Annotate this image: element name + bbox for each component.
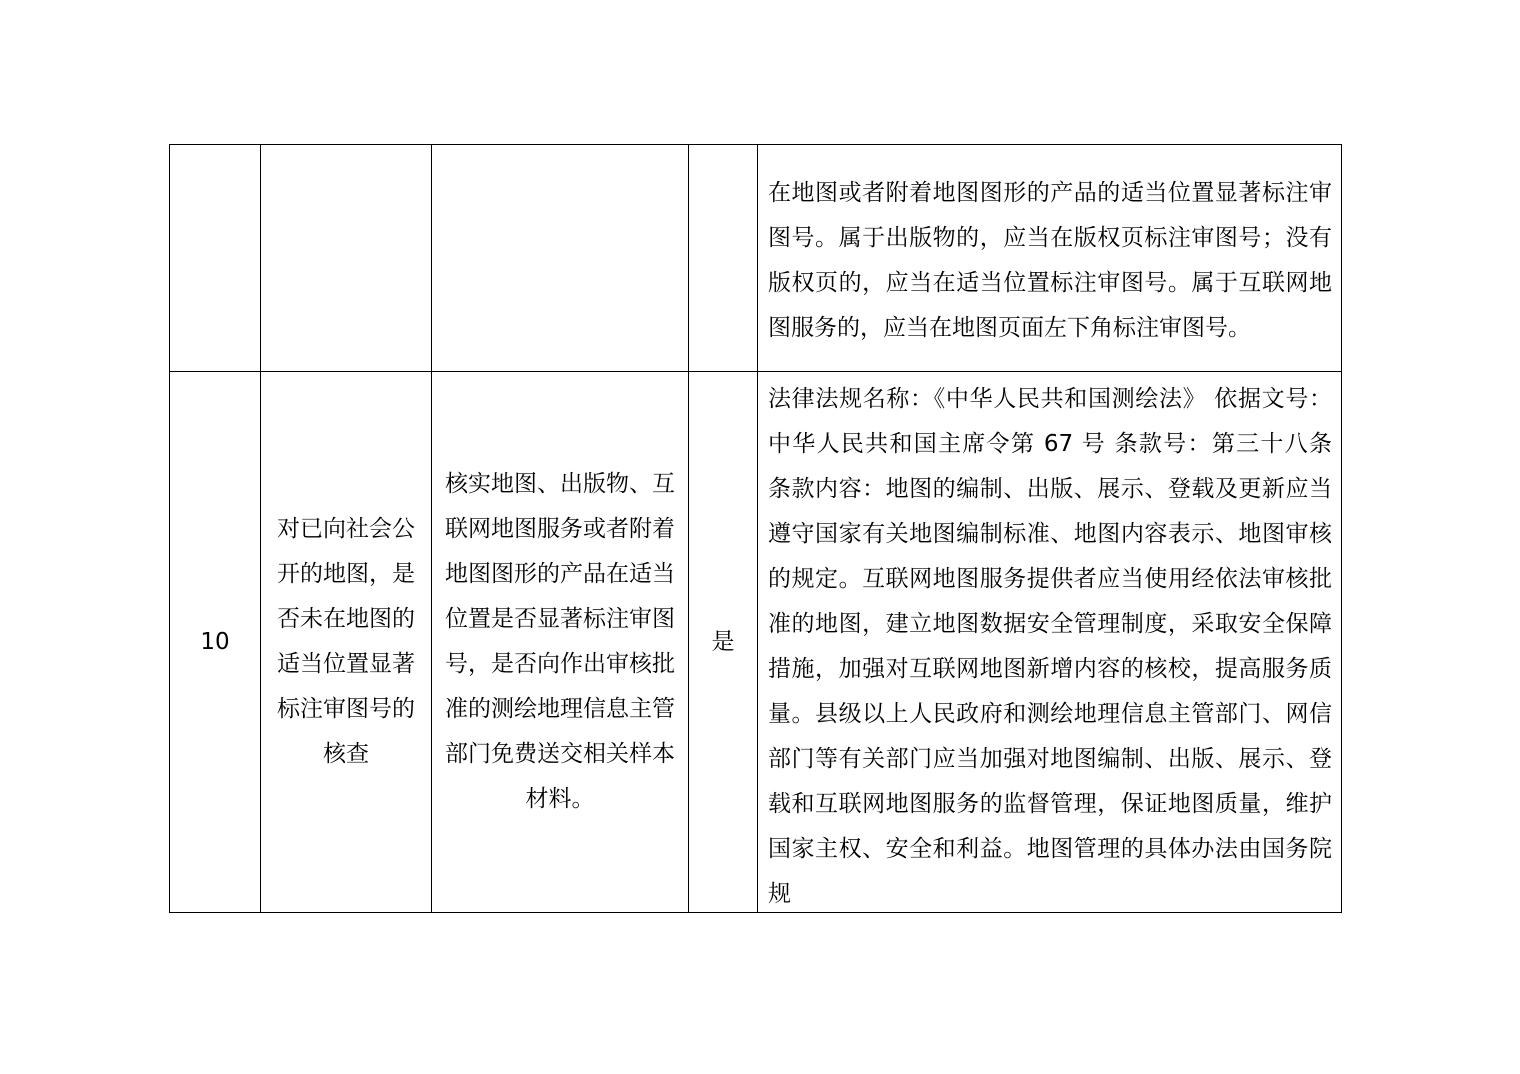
- inspection-table: [169, 144, 1342, 913]
- item-number-cell: [170, 145, 261, 372]
- legal-basis-text: 法律法规名称：《中华人民共和国测绘法》 依据文号：中华人民共和国主席令第 67 号 条款号：第三十八条 条款内容：地图的编制、出版、展示、登载及更新应当遵守国家有关地图编制标准、地图内容表示、地图审核的规定。互联网地图服务提供者应当使用经依法审核批准的地图，建立地图数据安全管理制度，采取安全保障措施，加强对互联网地图新增内容的核校，提高服务质量。县级以上人民政府和测绘地理信息主管部门、网信部门等有关部门应当加强对地图编制、出版、展示、登载和互联网地图服务的监督管理，保证地图质量，维护国家主权、安全和利益。地图管理的具体办法由国务院规: [768, 386, 1332, 907]
- item-number: 10: [200, 628, 230, 655]
- inspection-method-cell: [432, 145, 689, 372]
- legal-basis-text: 在地图或者附着地图图形的产品的适当位置显著标注审图号。属于出版物的，应当在版权页标注审图号；没有版权页的，应当在适当位置标注审图号。属于互联网地图服务的，应当在地图页面左下角标注审图号。: [768, 179, 1332, 341]
- inspection-method-cell: [432, 372, 689, 913]
- inspection-item-cell: [261, 145, 432, 372]
- legal-basis-cell: [758, 145, 1342, 372]
- table-row: [170, 145, 1342, 372]
- result-cell: [689, 372, 758, 913]
- inspection-item-text: 对已向社会公开的地图，是否未在地图的适当位置显著标注审图号的核查: [277, 516, 415, 767]
- item-number-cell: [170, 372, 261, 913]
- inspection-item-cell: [261, 372, 432, 913]
- inspection-method-text: 核实地图、出版物、互联网地图服务或者附着地图图形的产品在适当位置是否显著标注审图号，是否向作出审核批准的测绘地理信息主管部门免费送交相关样本材料。: [445, 471, 675, 812]
- legal-basis-cell: [758, 372, 1342, 913]
- result-cell: [689, 145, 758, 372]
- table-row: [170, 372, 1342, 913]
- result-text: 是: [711, 628, 735, 655]
